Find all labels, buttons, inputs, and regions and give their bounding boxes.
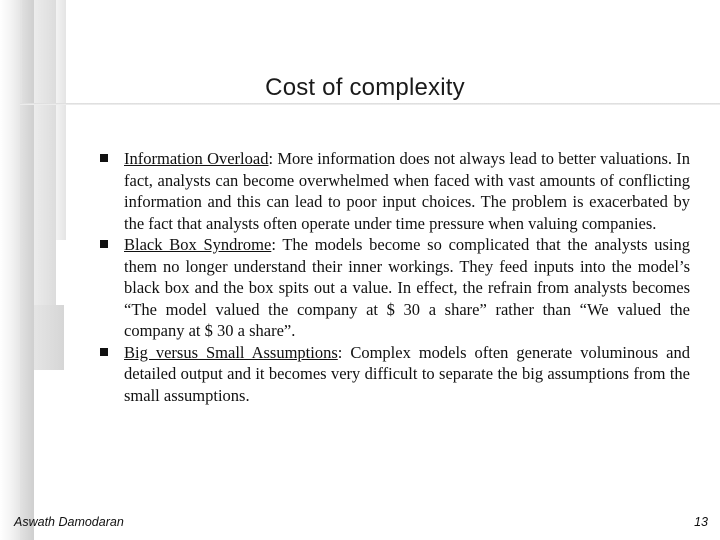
bullet-item — [100, 148, 690, 234]
decor-bar — [34, 305, 64, 370]
page-number: 13 — [694, 515, 708, 529]
square-bullet-icon — [100, 240, 108, 248]
square-bullet-icon — [100, 154, 108, 162]
bullet-term: Black Box Syndrome — [124, 235, 272, 254]
bullet-text: : More information does not always lead to better valuations. In fact, analysts can become overwhelmed when faced with vast amounts of conflicting information and this can lead to poor input choices. The problem is exacerbated by the fact that analysts often operate under time pressure when valuing companies. — [124, 149, 691, 233]
decor-bar — [56, 0, 66, 240]
bullet-item — [100, 234, 690, 342]
square-bullet-icon — [100, 348, 108, 356]
bullet-term: Big versus Small Assumptions — [124, 342, 338, 362]
title-underline-rule — [20, 103, 720, 105]
bullet-text: : The models become so complicated that the analysts using them no longer understand their inner workings. They feed inputs into the model’s black box and the box spits out a value. In effect, the refrain from analysts becomes “The model valued the company at $ 30 a share” rather than “We valued the company at $ 30 a share”. — [124, 235, 690, 340]
footer-author: Aswath Damodaran — [14, 515, 124, 529]
bullet-text: : Complex models often generate voluminous and detailed output and it becomes very difficult to separate the big assumptions from the small assumptions. — [124, 342, 690, 405]
bullet-item — [100, 342, 690, 407]
bullet-list — [100, 148, 690, 406]
decor-bar — [34, 0, 56, 305]
bullet-term: Information Overload — [124, 149, 269, 168]
slide-title: Cost of complexity — [265, 74, 465, 101]
